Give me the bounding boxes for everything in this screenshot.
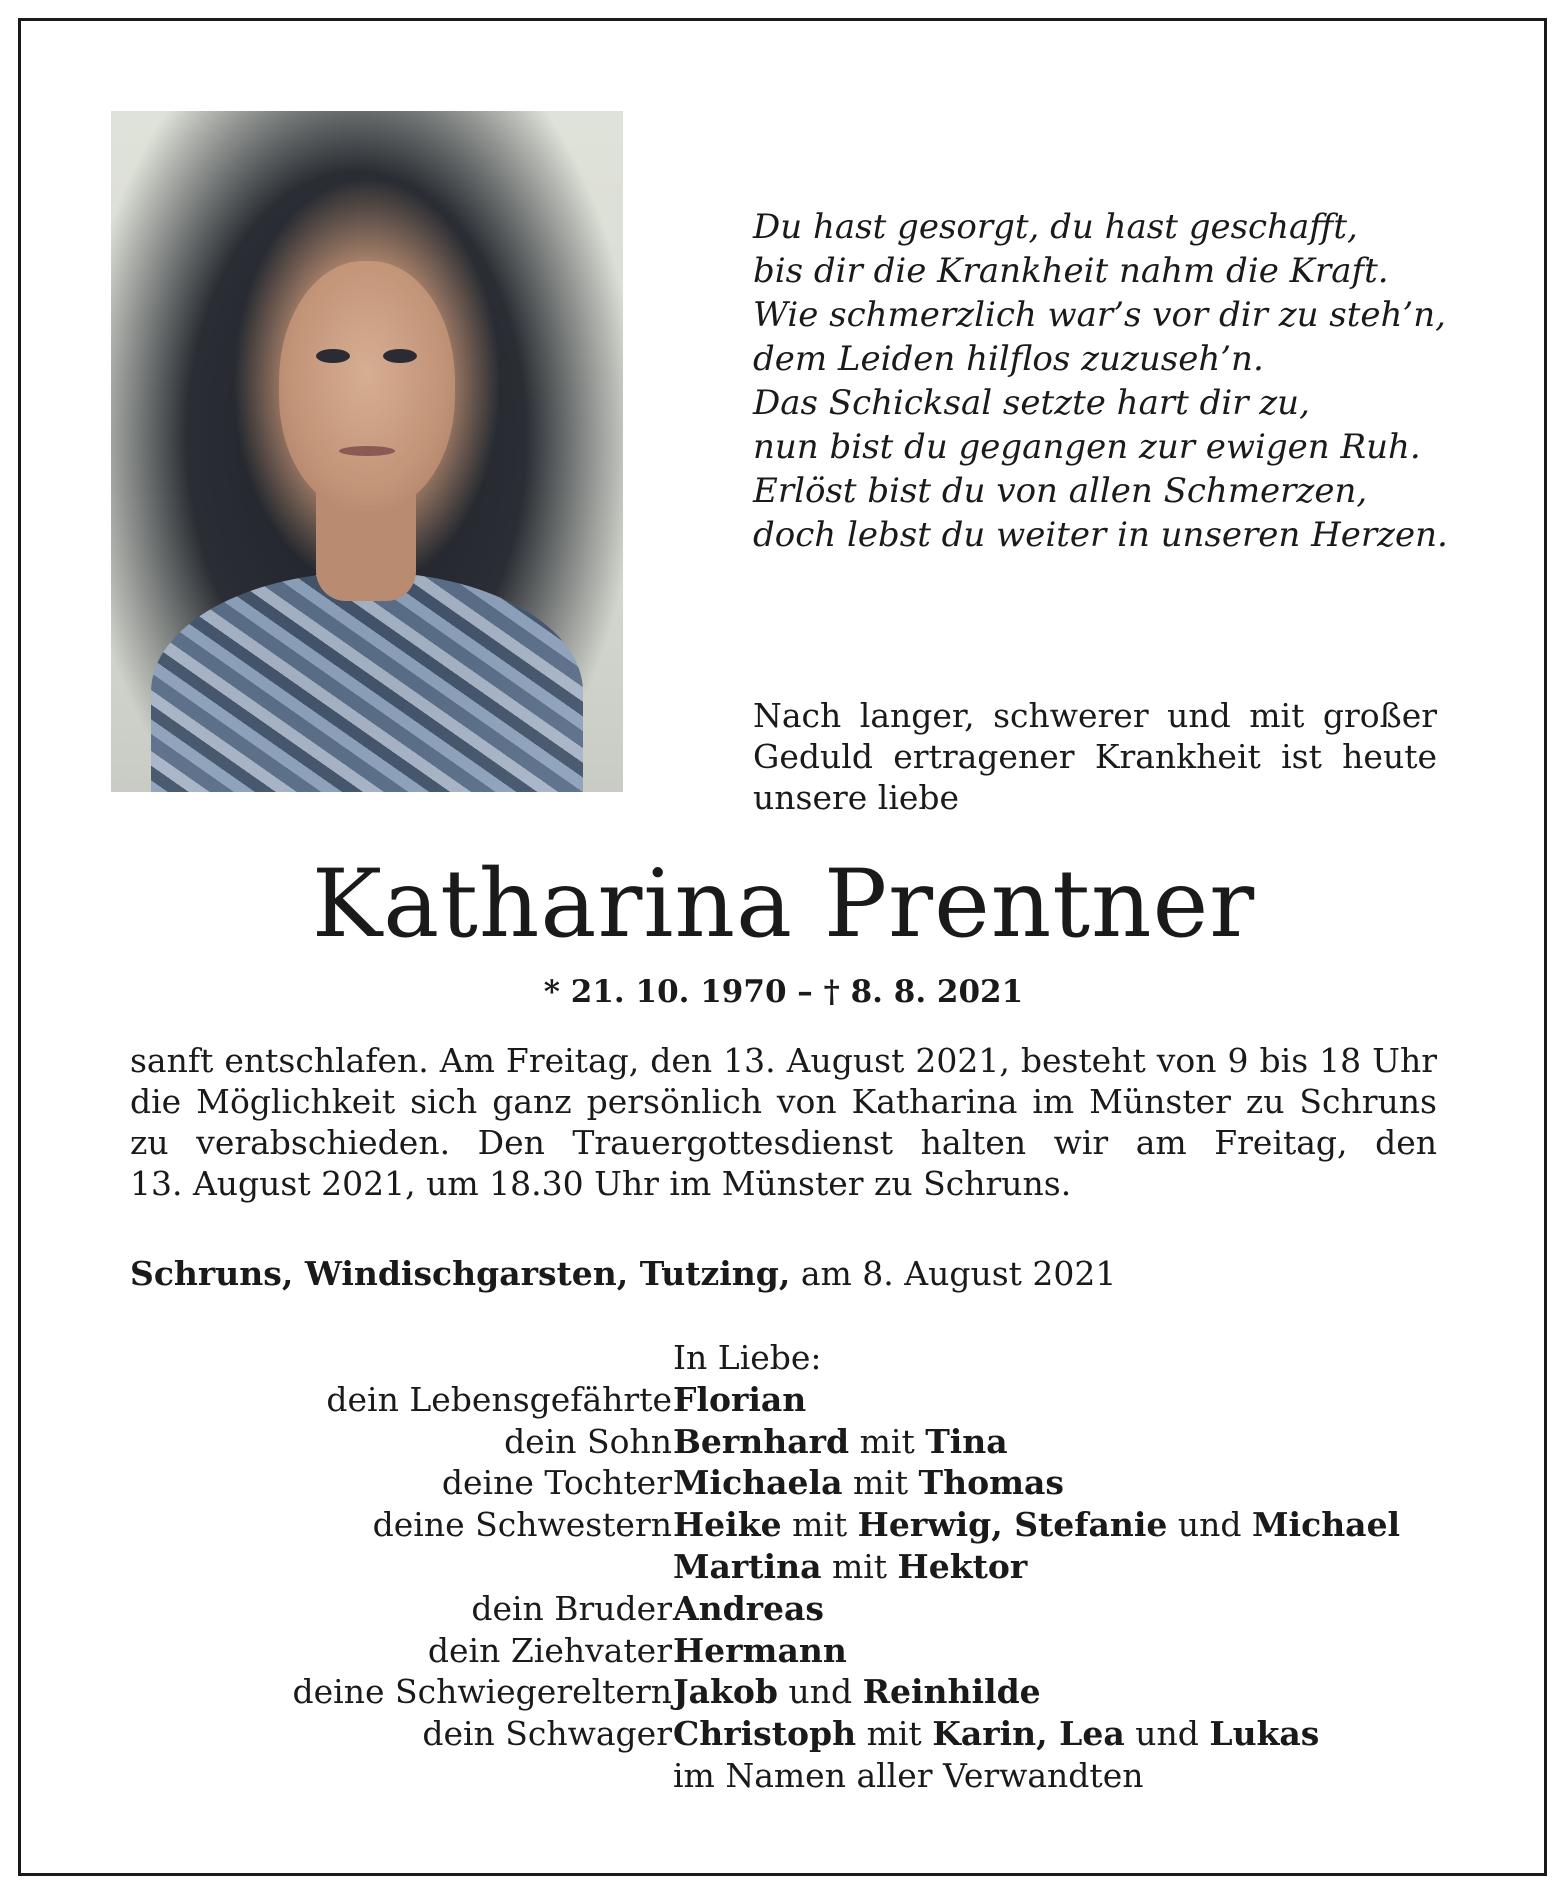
family-row [0, 1755, 1567, 1797]
family-connector: mit [842, 1463, 919, 1503]
poem-line: bis dir die Krankheit nahm die Kraft. [753, 251, 1389, 291]
poem-line: dem Leiden hilflos zuzuseh’n. [753, 339, 1264, 379]
family-names [673, 1462, 1064, 1504]
family-row [0, 1630, 1567, 1672]
portrait-shirt [151, 572, 583, 792]
family-member-name: Michael [1252, 1505, 1401, 1545]
intro-text [753, 695, 1437, 818]
intro-line: Nach langer, schwerer und mit großer [753, 696, 1437, 735]
family-relation: deine Schwestern [372, 1505, 672, 1545]
announcement-text [130, 1040, 1437, 1204]
family-member-name: Hektor [897, 1546, 1028, 1586]
poem-line: Du hast gesorgt, du hast geschafft, [753, 207, 1358, 247]
family-names [673, 1755, 1143, 1797]
portrait-eye-right [383, 349, 417, 363]
family-rows [0, 1379, 1567, 1797]
family-list [0, 1337, 1567, 1797]
family-connector: mit [821, 1546, 898, 1586]
poem-line: Erlöst bist du von allen Schmerzen, [753, 471, 1368, 511]
family-row [0, 1588, 1567, 1630]
memorial-poem [753, 205, 1473, 557]
family-row [0, 1713, 1567, 1755]
portrait-eye-left [316, 349, 350, 363]
family-row [0, 1462, 1567, 1504]
family-connector: im Namen aller Verwandten [673, 1755, 1144, 1795]
family-heading-row [0, 1337, 1567, 1379]
family-names [673, 1713, 1319, 1755]
family-names [673, 1630, 847, 1672]
family-connector: mit [849, 1421, 926, 1461]
portrait-photo [111, 111, 623, 792]
family-connector: mit [856, 1714, 933, 1754]
family-row [0, 1421, 1567, 1463]
family-member-name: Florian [673, 1379, 807, 1419]
family-member-name: Herwig, Stefanie [857, 1505, 1168, 1545]
intro-line: Geduld ertragener Krankheit ist heute [753, 737, 1437, 776]
family-member-name: Lukas [1209, 1714, 1320, 1754]
family-relation: dein Schwager [422, 1714, 672, 1754]
family-member-name: Hermann [673, 1630, 847, 1670]
family-names [673, 1421, 1008, 1463]
deceased-name: Katharina Prentner [311, 850, 1256, 959]
family-names [673, 1671, 1041, 1713]
announcement-line: die Möglichkeit sich ganz persönlich von Katharina im Münster zu Schruns [130, 1082, 1437, 1121]
intro-line: unsere liebe [753, 778, 960, 817]
family-member-name: Thomas [918, 1463, 1064, 1503]
family-row [0, 1379, 1567, 1421]
family-member-name: Andreas [673, 1588, 825, 1628]
family-member-name: Bernhard [673, 1421, 850, 1461]
announcement-line: sanft entschlafen. Am Freitag, den 13. August 2021, besteht von 9 bis 18 Uhr [130, 1041, 1437, 1080]
place-date: am 8. August 2021 [790, 1254, 1117, 1293]
place-towns: Schruns, Windischgarsten, Tutzing, [130, 1254, 791, 1293]
poem-line: Das Schicksal setzte hart dir zu, [753, 383, 1310, 423]
family-names [673, 1379, 806, 1421]
poem-line: nun bist du gegangen zur ewigen Ruh. [753, 427, 1421, 467]
family-heading: In Liebe: [673, 1338, 822, 1377]
family-row [0, 1504, 1567, 1546]
family-names [673, 1546, 1027, 1588]
family-connector: und [777, 1672, 863, 1712]
family-connector: und [1124, 1714, 1210, 1754]
family-member-name: Martina [673, 1546, 822, 1586]
family-member-name: Heike [673, 1505, 782, 1545]
family-member-name: Jakob [673, 1672, 778, 1712]
family-names [673, 1588, 824, 1630]
family-relation: dein Ziehvater [427, 1630, 672, 1670]
family-member-name: Michaela [673, 1463, 843, 1503]
family-member-name: Reinhilde [862, 1672, 1041, 1712]
family-member-name: Tina [925, 1421, 1008, 1461]
family-names [673, 1504, 1400, 1546]
family-member-name: Karin, Lea [932, 1714, 1125, 1754]
family-relation: deine Tochter [441, 1463, 672, 1503]
announcement-line: 13. August 2021, um 18.30 Uhr im Münster zu Schruns. [130, 1164, 1072, 1203]
family-connector: und [1167, 1505, 1253, 1545]
family-row [0, 1546, 1567, 1588]
family-relation: dein Bruder [471, 1588, 672, 1628]
portrait-mouth [339, 446, 395, 456]
portrait-face [279, 261, 455, 511]
place-and-date [130, 1253, 1437, 1294]
family-connector: mit [781, 1505, 858, 1545]
poem-line: Wie schmerzlich war’s vor dir zu steh’n, [753, 295, 1446, 335]
announcement-line: zu verabschieden. Den Trauergottesdienst halten wir am Freitag, den [130, 1123, 1437, 1162]
family-relation: dein Lebensgefährte [326, 1379, 672, 1419]
family-relation: deine Schwiegereltern [292, 1672, 672, 1712]
family-relation: dein Sohn [504, 1421, 672, 1461]
life-dates: * 21. 10. 1970 – † 8. 8. 2021 [543, 974, 1024, 1010]
family-member-name: Christoph [673, 1714, 857, 1754]
family-row [0, 1671, 1567, 1713]
poem-line: doch lebst du weiter in unseren Herzen. [753, 515, 1448, 555]
